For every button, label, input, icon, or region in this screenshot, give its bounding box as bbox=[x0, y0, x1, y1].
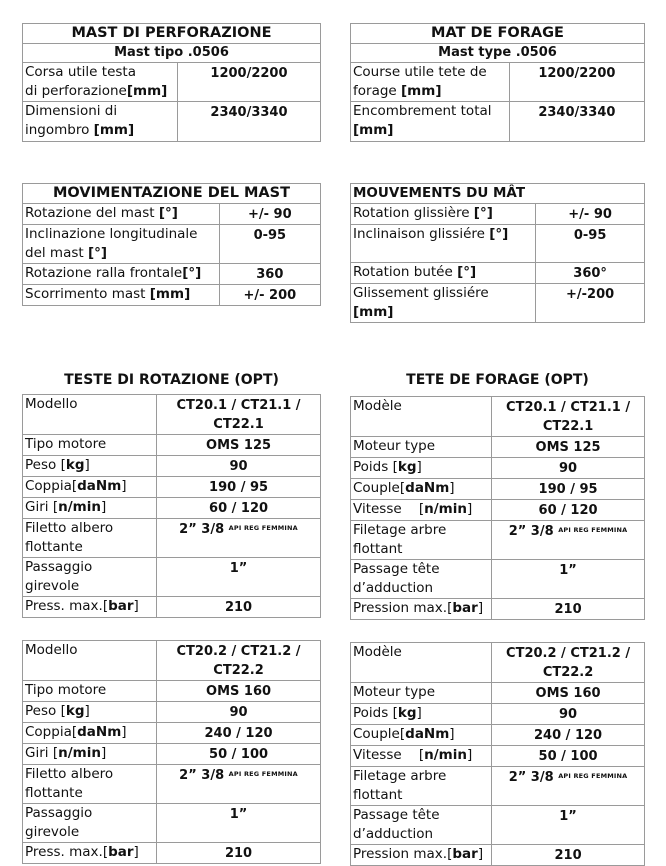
head-label: Peso [kg] bbox=[23, 702, 157, 723]
head-label: Vitesse [n/min] bbox=[351, 500, 492, 521]
mast-it-table bbox=[22, 23, 321, 142]
head-torque-value: 240 / 120 bbox=[157, 723, 321, 744]
mov-it-front-rotation-value: 360 bbox=[219, 264, 320, 285]
head-thread-value: 2” 3/8 $^{API REG FEMMINA}$ bbox=[492, 521, 645, 560]
mov-it-incline-value: 0-95 bbox=[219, 225, 320, 264]
head-label: Filetto albero flottante bbox=[23, 519, 157, 558]
head-rpm-value: 60 / 120 bbox=[157, 498, 321, 519]
head-weight-value: 90 bbox=[157, 456, 321, 477]
head-model-value: CT20.1 / CT21.1 / CT22.1 bbox=[492, 397, 645, 437]
head-motor-value: OMS 125 bbox=[492, 437, 645, 458]
head-label: Poids [kg] bbox=[351, 458, 492, 479]
head-motor-value: OMS 160 bbox=[492, 683, 645, 704]
mov-fr-butee-label: Rotation butée [°] bbox=[351, 263, 536, 284]
head-fr-table-2 bbox=[350, 642, 645, 866]
head-it-table-2 bbox=[22, 640, 321, 864]
head-label: Peso [kg] bbox=[23, 456, 157, 477]
head-label: Modèle bbox=[351, 397, 492, 437]
head-it-table-1 bbox=[22, 394, 321, 618]
head-pressure-value: 210 bbox=[492, 845, 645, 866]
head-fr-table-1 bbox=[350, 396, 645, 620]
head-label: Modello bbox=[23, 641, 157, 681]
head-model-value: CT20.2 / CT21.2 / CT22.2 bbox=[492, 643, 645, 683]
head-swivel-value: 1” bbox=[492, 560, 645, 599]
mov-fr-incline-value: 0-95 bbox=[536, 225, 645, 263]
head-label: Filetage arbre flottant bbox=[351, 521, 492, 560]
head-label: Vitesse [n/min] bbox=[351, 746, 492, 767]
mast-it-row-label: Corsa utile testa di perforazione[mm] bbox=[23, 63, 178, 102]
mast-it-row-value: 1200/2200 bbox=[177, 63, 320, 102]
head-motor-value: OMS 160 bbox=[157, 681, 321, 702]
mov-fr-rotation-value: +/- 90 bbox=[536, 204, 645, 225]
head-label: Passage tête d’adduction bbox=[351, 560, 492, 599]
head-label: Passage tête d’adduction bbox=[351, 806, 492, 845]
mast-it-row-value: 2340/3340 bbox=[177, 102, 320, 142]
head-label: Press. max.[bar] bbox=[23, 843, 157, 864]
head-thread-value: 2” 3/8 $^{API REG FEMMINA}$ bbox=[492, 767, 645, 806]
head-label: Giri [n/min] bbox=[23, 744, 157, 765]
head-rpm-value: 50 / 100 bbox=[492, 746, 645, 767]
mast-it-title: MAST DI PERFORAZIONE bbox=[23, 24, 321, 44]
head-weight-value: 90 bbox=[492, 704, 645, 725]
mov-fr-slide-value: +/-200 bbox=[536, 284, 645, 323]
mov-it-incline-label: Inclinazione longitudinale del mast [°] bbox=[23, 225, 220, 264]
head-label: Moteur type bbox=[351, 437, 492, 458]
head-pressure-value: 210 bbox=[157, 843, 321, 864]
mov-fr-incline-label: Inclinaison glissiére [°] bbox=[351, 225, 536, 263]
head-label: Couple[daNm] bbox=[351, 725, 492, 746]
head-thread-value: 2” 3/8 $^{API REG FEMMINA}$ bbox=[157, 765, 321, 804]
mast-fr-table bbox=[350, 23, 645, 142]
mov-it-slide-value: +/- 200 bbox=[219, 285, 320, 306]
head-weight-value: 90 bbox=[157, 702, 321, 723]
movement-fr-table bbox=[350, 183, 645, 323]
head-pressure-value: 210 bbox=[157, 597, 321, 618]
mov-it-slide-label: Scorrimento mast [mm] bbox=[23, 285, 220, 306]
movement-fr-title: MOUVEMENTS DU MÂT bbox=[351, 184, 645, 204]
head-rpm-value: 60 / 120 bbox=[492, 500, 645, 521]
head-label: Tipo motore bbox=[23, 435, 157, 456]
head-label: Modello bbox=[23, 395, 157, 435]
mast-fr-title: MAT DE FORAGE bbox=[351, 24, 645, 44]
head-label: Filetto albero flottante bbox=[23, 765, 157, 804]
mast-fr-row-label: Course utile tete de forage [mm] bbox=[351, 63, 510, 102]
head-swivel-value: 1” bbox=[157, 804, 321, 843]
mov-fr-slide-label: Glissement glissiére [mm] bbox=[351, 284, 536, 323]
heads-it-title: TESTE DI ROTAZIONE (OPT) bbox=[64, 372, 279, 388]
mast-it-row-label: Dimensioni di ingombro [mm] bbox=[23, 102, 178, 142]
head-label: Press. max.[bar] bbox=[23, 597, 157, 618]
mast-fr-subtitle: Mast type .0506 bbox=[351, 44, 645, 63]
head-torque-value: 190 / 95 bbox=[157, 477, 321, 498]
head-model-value: CT20.1 / CT21.1 / CT22.1 bbox=[157, 395, 321, 435]
head-label: Couple[daNm] bbox=[351, 479, 492, 500]
head-label: Passaggio girevole bbox=[23, 804, 157, 843]
heads-fr-title: TETE DE FORAGE (OPT) bbox=[406, 372, 589, 388]
head-label: Poids [kg] bbox=[351, 704, 492, 725]
head-label: Coppia[daNm] bbox=[23, 723, 157, 744]
head-torque-value: 240 / 120 bbox=[492, 725, 645, 746]
head-weight-value: 90 bbox=[492, 458, 645, 479]
head-label: Coppia[daNm] bbox=[23, 477, 157, 498]
mast-fr-row-label: Encombrement total [mm] bbox=[351, 102, 510, 142]
head-label: Moteur type bbox=[351, 683, 492, 704]
head-label: Modèle bbox=[351, 643, 492, 683]
head-label: Passaggio girevole bbox=[23, 558, 157, 597]
mov-it-front-rotation-label: Rotazione ralla frontale[°] bbox=[23, 264, 220, 285]
head-rpm-value: 50 / 100 bbox=[157, 744, 321, 765]
movement-it-table bbox=[22, 183, 321, 306]
head-label: Tipo motore bbox=[23, 681, 157, 702]
movement-it-title: MOVIMENTAZIONE DEL MAST bbox=[23, 184, 321, 204]
mov-it-rotation-value: +/- 90 bbox=[219, 204, 320, 225]
head-model-value: CT20.2 / CT21.2 / CT22.2 bbox=[157, 641, 321, 681]
mast-fr-row-value: 2340/3340 bbox=[509, 102, 644, 142]
mov-it-rotation-label: Rotazione del mast [°] bbox=[23, 204, 220, 225]
mov-fr-butee-value: 360° bbox=[536, 263, 645, 284]
head-torque-value: 190 / 95 bbox=[492, 479, 645, 500]
head-pressure-value: 210 bbox=[492, 599, 645, 620]
head-swivel-value: 1” bbox=[492, 806, 645, 845]
head-label: Filetage arbre flottant bbox=[351, 767, 492, 806]
mov-fr-rotation-label: Rotation glissière [°] bbox=[351, 204, 536, 225]
head-label: Pression max.[bar] bbox=[351, 845, 492, 866]
head-label: Pression max.[bar] bbox=[351, 599, 492, 620]
mast-it-subtitle: Mast tipo .0506 bbox=[23, 44, 321, 63]
head-label: Giri [n/min] bbox=[23, 498, 157, 519]
head-motor-value: OMS 125 bbox=[157, 435, 321, 456]
head-swivel-value: 1” bbox=[157, 558, 321, 597]
mast-fr-row-value: 1200/2200 bbox=[509, 63, 644, 102]
head-thread-value: 2” 3/8 $^{API REG FEMMINA}$ bbox=[157, 519, 321, 558]
